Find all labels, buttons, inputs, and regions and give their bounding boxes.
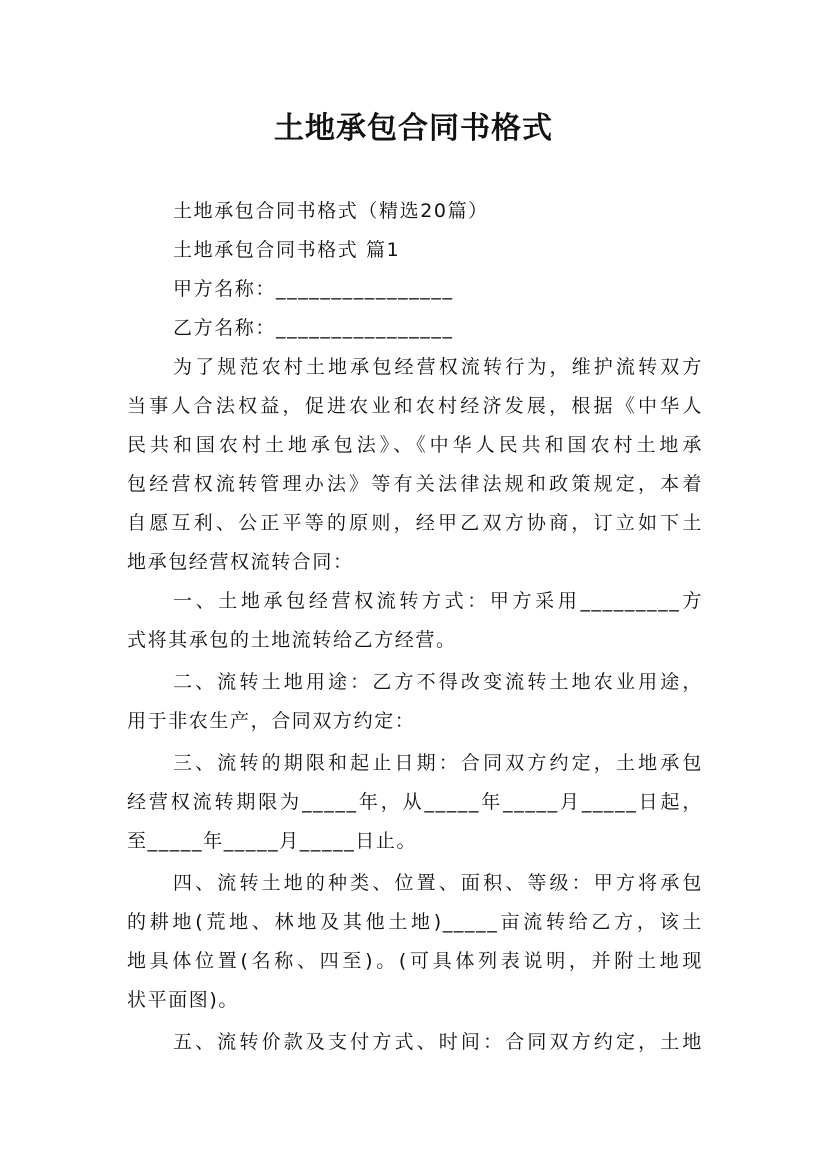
clause-line: 三、流转的期限和起止日期：合同双方约定，土地承包 bbox=[173, 752, 703, 774]
clause-line: 二、流转土地用途：乙方不得改变流转土地农业用途， bbox=[173, 671, 703, 693]
clause-line: 五、流转价款及支付方式、时间：合同双方约定，土地 bbox=[173, 1031, 703, 1053]
paragraph-line: 包经营权流转管理办法》等有关法律法规和政策规定，本着 bbox=[127, 473, 703, 495]
clause-line: 一、土地承包经营权流转方式：甲方采用_________方 bbox=[173, 590, 703, 612]
clause-line: 的耕地(荒地、林地及其他土地)_____亩流转给乙方，该土 bbox=[127, 911, 703, 933]
document-title: 土地承包合同书格式 bbox=[274, 111, 553, 146]
paragraph-line: 自愿互利、公正平等的原则，经甲乙双方协商，订立如下土 bbox=[127, 512, 703, 534]
clause-line: 式将其承包的土地流转给乙方经营。 bbox=[127, 629, 457, 651]
clause-line: 用于非农生产，合同双方约定： bbox=[127, 710, 416, 732]
section-heading: 土地承包合同书格式 篇1 bbox=[173, 239, 401, 261]
clause-line: 四、流转土地的种类、位置、面积、等级：甲方将承包 bbox=[173, 872, 703, 894]
party-a-line: 甲方名称：________________ bbox=[173, 278, 454, 300]
paragraph-line: 地承包经营权流转合同： bbox=[127, 551, 354, 573]
subtitle-line: 土地承包合同书格式（精选20篇） bbox=[173, 200, 489, 222]
clause-line: 状平面图)。 bbox=[127, 989, 240, 1011]
clause-line: 经营权流转期限为_____年，从_____年_____月_____日起， bbox=[127, 791, 703, 813]
paragraph-line: 当事人合法权益，促进农业和农村经济发展，根据《中华人 bbox=[127, 395, 703, 417]
document-body bbox=[127, 192, 703, 1062]
clause-line: 至_____年_____月_____日止。 bbox=[127, 830, 418, 852]
clause-line: 地具体位置(名称、四至)。(可具体列表说明，并附土地现 bbox=[127, 950, 703, 972]
paragraph-line: 民共和国农村土地承包法》、《中华人民共和国农村土地承 bbox=[127, 434, 703, 456]
paragraph-line: 为了规范农村土地承包经营权流转行为，维护流转双方 bbox=[173, 356, 703, 378]
party-b-line: 乙方名称：________________ bbox=[173, 317, 454, 339]
